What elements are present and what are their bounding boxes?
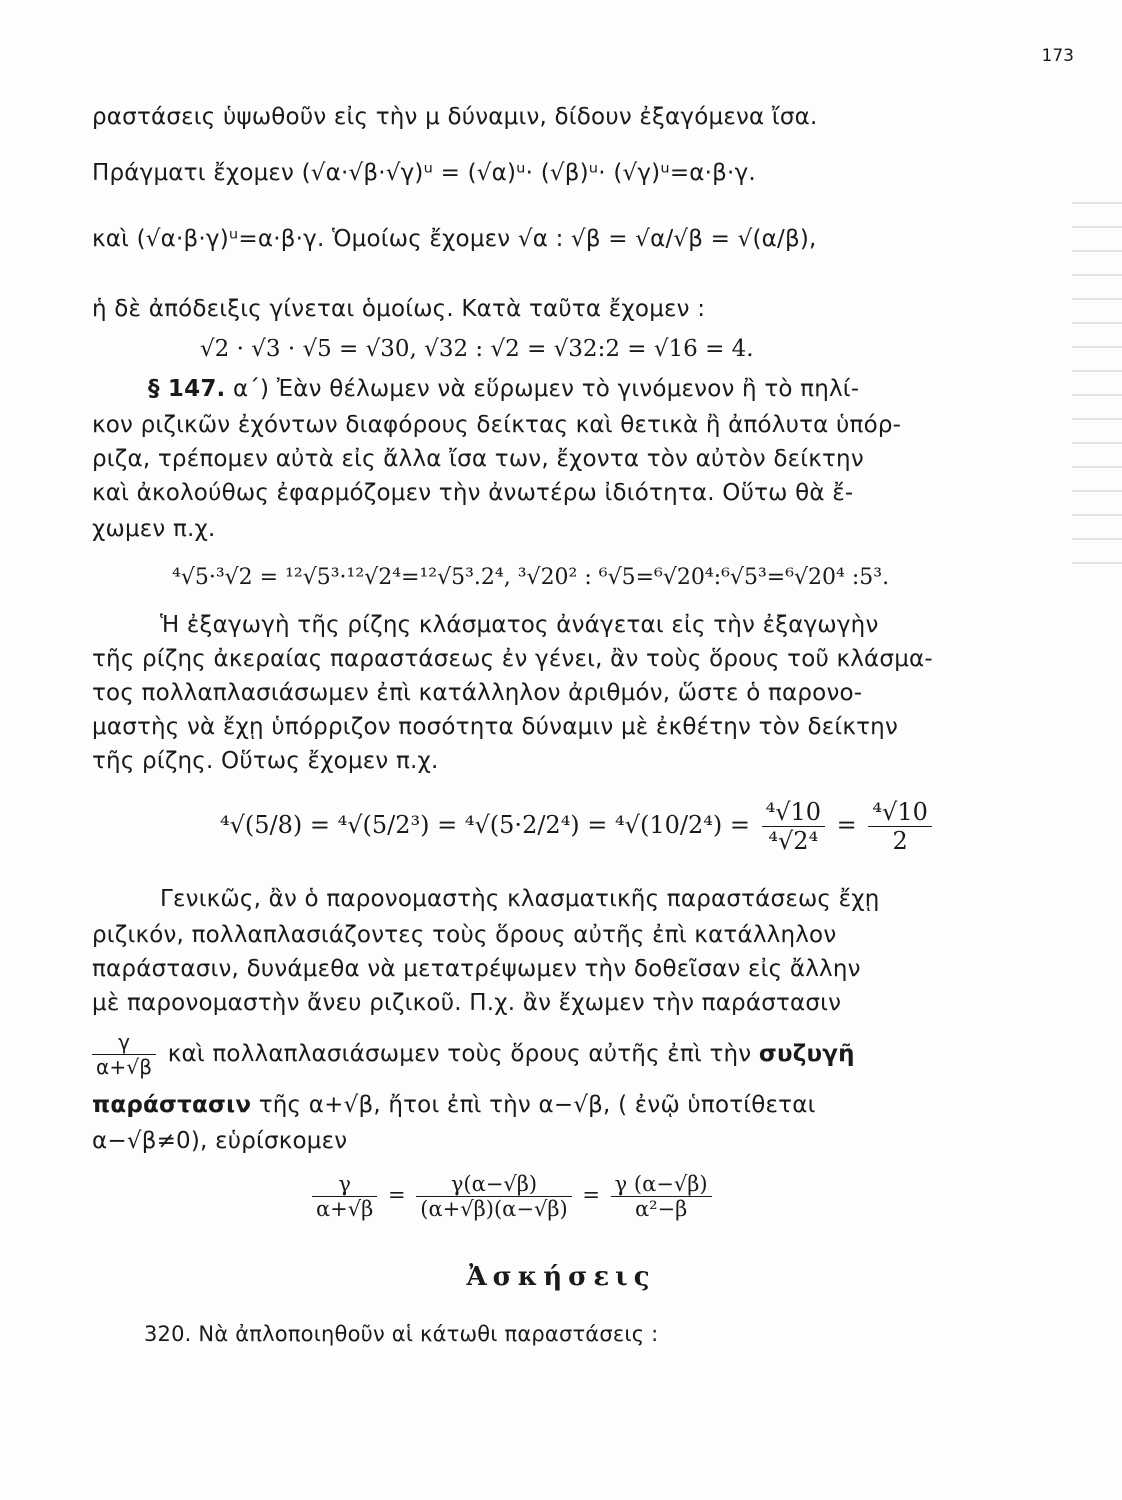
formula-line: καὶ (√α·β·γ)ᵘ=α·β·γ. Ὁμοίως ἔχομεν √α : √β = √α/√β = √(α/β), — [92, 226, 817, 252]
fraction-denominator: α+√β — [316, 1197, 374, 1221]
text-line: τῆς ρίζης ἀκεραίας παραστάσεως ἐν γένει, ἂν τοὺς ὅρους τοῦ κλάσμα- — [92, 646, 933, 672]
bold-term: παράστασιν — [92, 1092, 252, 1118]
text-line: μὲ παρονομαστὴν ἄνευ ριζικοῦ. Π.χ. ἂν ἔχωμεν τὴν παράστασιν — [92, 990, 842, 1016]
section-label: § 147. — [148, 376, 226, 402]
text-line: ραστάσεις ὑψωθοῦν εἰς τὴν μ δύναμιν, δίδουν ἐξαγόμενα ἴσα. — [92, 104, 818, 130]
formula-line: ⁴√5·³√2 = ¹²√5³·¹²√2⁴=¹²√5³.2⁴, ³√20² : ⁶√5=⁶√20⁴:⁶√5³=⁶√20⁴ :5³. — [172, 565, 890, 590]
fraction — [868, 798, 931, 855]
text-line: παράστασιν, δυνάμεθα νὰ μετατρέψωμεν τὴν δοθεῖσαν εἰς ἄλλην — [92, 956, 861, 982]
text-line — [92, 1092, 816, 1118]
text-line: α−√β≠0), εὑρίσκομεν — [92, 1128, 348, 1154]
text-line: καὶ ἀκολούθως ἐφαρμόζομεν τὴν ἀνωτέρω ἰδιότητα. Οὕτω θὰ ἔ- — [92, 480, 854, 506]
fraction-denominator: 2 — [892, 827, 908, 855]
formula-root-chain: ⁴√(5/8) = ⁴√(5/2³) = ⁴√(5·2/2⁴) = ⁴√(10/2⁴) = — [220, 811, 750, 839]
fraction-numerator: ⁴√10 — [868, 798, 931, 827]
text-line: μαστὴς νὰ ἔχῃ ὑπόρριζον ποσότητα δύναμιν μὲ ἐκθέτην τὸν δείκτην — [92, 714, 898, 740]
fraction — [762, 798, 825, 855]
exercises-heading: Ἀσκήσεις — [466, 1262, 656, 1292]
text-line — [92, 376, 859, 402]
conjugate-formula — [308, 1172, 716, 1221]
fraction-denominator: α+√β — [96, 1055, 153, 1079]
text-line — [92, 1030, 855, 1079]
fraction-numerator: γ — [92, 1030, 156, 1055]
bleed-through-text — [1072, 180, 1122, 940]
text-line: χωμεν π.χ. — [92, 516, 216, 542]
fraction — [611, 1172, 712, 1221]
fraction-numerator: γ (α−√β) — [611, 1172, 712, 1197]
text-span: καὶ πολλαπλασιάσωμεν τοὺς ὅρους αὐτῆς ἐπὶ τὴν — [167, 1041, 752, 1067]
formula-line: √2 · √3 · √5 = √30, √32 : √2 = √32:2 = √16 = 4. — [200, 336, 754, 362]
text-line: Ἡ ἐξαγωγὴ τῆς ρίζης κλάσματος ἀνάγεται εἰς τὴν ἐξαγωγὴν — [160, 612, 879, 638]
fraction — [416, 1172, 571, 1221]
formula-line: Πράγματι ἔχομεν (√α·√β·√γ)ᵘ = (√α)ᵘ· (√β)ᵘ· (√γ)ᵘ=α·β·γ. — [92, 160, 756, 186]
text-line: ριζα, τρέπομεν αὐτὰ εἰς ἄλλα ἴσα των, ἔχοντα τὸν αὐτὸν δείκτην — [92, 446, 864, 472]
text-line: τος πολλαπλασιάσωμεν ἐπὶ κατάλληλον ἀριθμόν, ὥστε ὁ παρονο- — [92, 680, 863, 706]
fraction-numerator: ⁴√10 — [762, 798, 825, 827]
bold-term: συζυγῆ — [758, 1041, 855, 1067]
formula-block — [220, 798, 936, 855]
equals-sign: = — [388, 1183, 406, 1207]
text-line: τῆς ρίζης. Οὕτως ἔχομεν π.χ. — [92, 748, 439, 774]
text-span: α΄) Ἐὰν θέλωμεν νὰ εὕρωμεν τὸ γινόμενον ἢ τὸ πηλί- — [232, 376, 860, 402]
exercise-line: 320. Νὰ ἀπλοποιηθοῦν αἱ κάτωθι παραστάσεις : — [144, 1322, 659, 1346]
fraction-numerator: γ(α−√β) — [416, 1172, 571, 1197]
text-span: τῆς α+√β, ἤτοι ἐπὶ τὴν α−√β, ( ἐνῷ ὑποτίθεται — [258, 1092, 816, 1118]
fraction — [92, 1030, 156, 1079]
fraction-denominator: ⁴√2⁴ — [768, 827, 819, 855]
fraction-numerator: γ — [312, 1172, 377, 1197]
equals-sign: = — [836, 811, 857, 839]
text-line: Γενικῶς, ἂν ὁ παρονομαστὴς κλασματικῆς παραστάσεως ἔχῃ — [160, 886, 880, 912]
text-line: ἡ δὲ ἀπόδειξις γίνεται ὁμοίως. Κατὰ ταῦτα ἔχομεν : — [92, 296, 706, 322]
fraction-denominator: α²−β — [634, 1197, 688, 1221]
text-line: ριζικόν, πολλαπλασιάζοντες τοὺς ὅρους αὐτῆς ἐπὶ κατάλληλον — [92, 922, 837, 948]
text-line: κον ριζικῶν ἐχόντων διαφόρους δείκτας καὶ θετικὰ ἢ ἀπόλυτα ὑπόρ- — [92, 412, 902, 438]
fraction-denominator: (α+√β)(α−√β) — [420, 1197, 568, 1221]
equals-sign: = — [582, 1183, 600, 1207]
fraction — [312, 1172, 377, 1221]
page-number: 173 — [1041, 46, 1074, 66]
